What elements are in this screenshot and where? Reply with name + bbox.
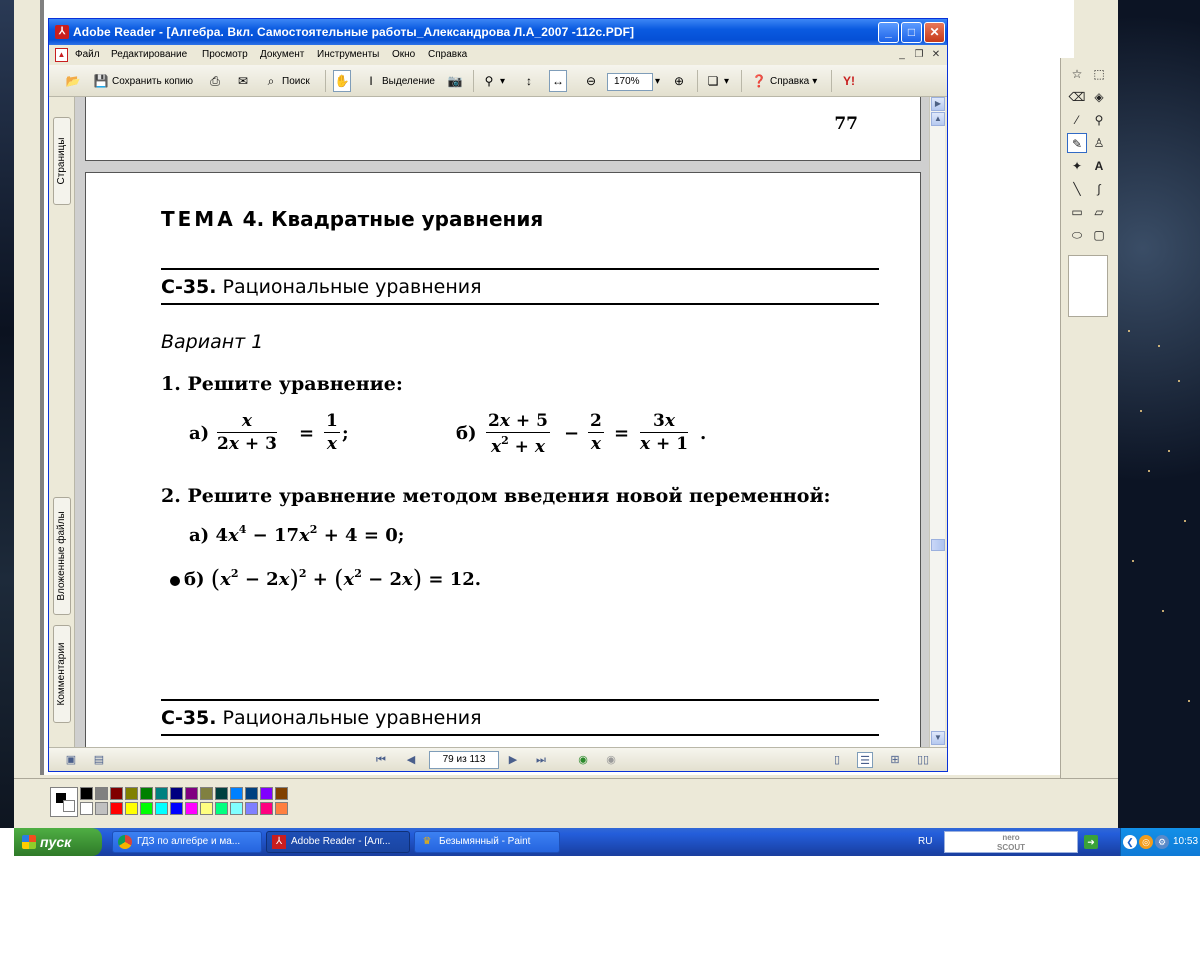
doc-close-button[interactable]: ✕ <box>931 49 941 60</box>
help-label: Справка <box>770 75 810 87</box>
eq-2b: б) $(x^2 - 2x)^2 + (x^2 - 2x) = 12$. <box>184 565 482 593</box>
color-swatch[interactable] <box>230 802 243 815</box>
color-swatch[interactable] <box>140 802 153 815</box>
color-swatch[interactable] <box>215 802 228 815</box>
vertical-scrollbar[interactable] <box>929 97 945 747</box>
page-number-field[interactable]: 79 из 113 <box>429 751 499 769</box>
menu-edit[interactable]: Редактирование <box>111 49 188 60</box>
first-page-icon[interactable]: ⏮ <box>376 754 386 766</box>
navigation-bar <box>49 747 947 771</box>
divider <box>161 734 879 736</box>
email-icon: ✉ <box>237 74 249 88</box>
next-section-heading <box>161 707 482 729</box>
section-code: С-35. <box>161 276 217 298</box>
eq-a-frac2: $\frac{1}{x}$ <box>326 411 338 454</box>
picker-icon[interactable]: ⁄ <box>1075 113 1078 127</box>
taskbar-item-paint[interactable] <box>414 831 560 853</box>
rectangle-icon[interactable]: ▭ <box>1071 205 1083 219</box>
taskbar-item-browser[interactable] <box>112 831 262 853</box>
desktop-wallpaper-left <box>0 0 14 828</box>
color-swatch[interactable] <box>95 787 108 800</box>
zoom-dropdown[interactable]: ▾ <box>655 75 661 87</box>
desktop-wallpaper-right <box>1118 0 1200 828</box>
airbrush-icon[interactable]: ✦ <box>1071 159 1083 173</box>
fit-width-button[interactable] <box>549 70 567 92</box>
section-heading <box>161 276 482 298</box>
scroll-thumb[interactable] <box>931 539 945 551</box>
clock[interactable]: 10:53 <box>1173 836 1199 847</box>
color-swatch[interactable] <box>215 787 228 800</box>
next-section-code: С-35. <box>161 707 217 729</box>
tab-comments-label: Комментарии <box>56 642 67 706</box>
next-page-icon[interactable]: ▶ <box>508 754 518 766</box>
color-swatch[interactable] <box>275 787 288 800</box>
color-swatch[interactable] <box>185 787 198 800</box>
color-swatch[interactable] <box>80 802 93 815</box>
taskbar-item-paint-label: Безымянный - Paint <box>439 836 531 847</box>
tab-attachments-label: Вложенные файлы <box>56 511 67 601</box>
yahoo-icon: Y! <box>843 74 855 88</box>
color-swatch[interactable] <box>155 802 168 815</box>
color-swatch[interactable] <box>170 787 183 800</box>
minimize-button[interactable]: _ <box>878 22 899 43</box>
eq-b-period: . <box>700 423 707 444</box>
color-swatch[interactable] <box>185 802 198 815</box>
panel-toggle-arrow-icon[interactable]: ▶ <box>931 97 945 111</box>
tab-pages[interactable] <box>53 117 71 205</box>
scroll-up-icon[interactable]: ▲ <box>931 112 945 126</box>
bullet-marker <box>170 576 180 586</box>
last-page-icon[interactable]: ⏭ <box>536 754 546 766</box>
language-indicator[interactable]: RU <box>918 836 933 847</box>
variant-label: Вариант 1 <box>161 331 264 353</box>
zoom-level-field[interactable]: 170% <box>607 73 653 91</box>
magnifier-icon: ⚲ <box>484 74 494 88</box>
theme-lead: ТЕМА <box>161 207 236 231</box>
page-layout-icon: ❏ <box>707 74 719 88</box>
select-tool-button[interactable] <box>363 70 435 92</box>
fit-width-icon: ↔ <box>552 74 564 88</box>
page-77 <box>85 97 921 161</box>
task-1: 1. Решите уравнение: <box>161 373 403 395</box>
color-swatch[interactable] <box>260 787 273 800</box>
help-button[interactable]: ❓ Справка ▾ <box>751 74 818 88</box>
divider <box>161 303 879 305</box>
taskbar-item-reader-label: Adobe Reader - [Алг... <box>291 836 391 847</box>
menu-view[interactable]: Просмотр <box>202 49 248 60</box>
help-icon: ❓ <box>751 74 767 88</box>
divider <box>161 268 879 270</box>
save-copy-label: Сохранить копию <box>112 75 194 87</box>
current-colors[interactable] <box>50 787 78 817</box>
line-icon[interactable]: ╲ <box>1073 182 1081 196</box>
email-button[interactable] <box>235 70 251 92</box>
color-swatch[interactable] <box>200 802 213 815</box>
color-swatch[interactable] <box>110 787 123 800</box>
text-icon[interactable]: A <box>1094 159 1104 173</box>
color-swatch[interactable] <box>155 787 168 800</box>
brush-icon[interactable]: ♙ <box>1093 136 1105 150</box>
curve-icon[interactable]: ∫ <box>1097 182 1101 196</box>
scout-label: SCOUT <box>997 843 1025 852</box>
taskbar-item-reader[interactable] <box>266 831 410 853</box>
plus-circle-icon: ⊕ <box>673 74 685 88</box>
rounded-rect-icon[interactable]: ▢ <box>1093 228 1105 242</box>
section-title: Рациональные уравнения <box>222 276 482 298</box>
eq-a-equals: = <box>299 423 315 444</box>
divider <box>161 699 879 701</box>
save-copy-button[interactable] <box>93 70 193 92</box>
single-page-icon[interactable]: ▯ <box>833 754 841 766</box>
menu-window[interactable]: Окно <box>392 49 416 60</box>
theme-title: 4. Квадратные уравнения <box>242 207 544 231</box>
page-layout-button[interactable]: ❏ ▾ <box>705 70 729 92</box>
tray-network-icon[interactable]: ⚙ <box>1155 835 1169 849</box>
main-toolbar <box>49 65 947 97</box>
adobe-icon: ⅄ <box>55 25 69 39</box>
color-swatch[interactable] <box>245 787 258 800</box>
eq-b-frac2: $\frac{2}{x}$ <box>590 411 602 454</box>
eq-b-frac1: $\frac{2x + 5}{x^2 + x}$ <box>488 411 548 457</box>
fill-icon[interactable]: ◈ <box>1094 90 1104 104</box>
page-thumbnail-icon[interactable]: ▣ <box>65 754 77 766</box>
pencil-icon[interactable]: ✎ <box>1067 133 1087 153</box>
doc-restore-button[interactable]: ❐ <box>914 49 924 60</box>
doc-minimize-button[interactable]: _ <box>899 49 905 60</box>
menu-tools[interactable]: Инструменты <box>317 49 380 60</box>
zoom-in-button[interactable] <box>671 70 687 92</box>
pdf-document-icon: ▲ <box>55 48 68 62</box>
fit-height-icon: ↕ <box>526 74 532 88</box>
chrome-icon <box>118 835 132 849</box>
eq-b-minus: − <box>564 423 580 444</box>
adobe-reader-window <box>48 18 948 772</box>
previous-page-icon[interactable]: ◀ <box>406 754 416 766</box>
nero-scout-search[interactable] <box>944 831 1078 853</box>
eq-a-semicolon: ; <box>342 423 349 444</box>
close-button[interactable]: ✕ <box>924 22 945 43</box>
go-arrow-icon[interactable]: ➜ <box>1084 835 1098 849</box>
snapshot-button[interactable] <box>447 70 463 92</box>
adobe-icon: ⅄ <box>272 835 286 849</box>
open-button[interactable] <box>65 70 81 92</box>
task-2: 2. Решите уравнение методом введения новой переменной: <box>161 485 831 507</box>
color-swatch[interactable] <box>125 787 138 800</box>
system-tray <box>1120 828 1200 856</box>
theme-heading <box>161 207 543 231</box>
search-button[interactable] <box>263 70 310 92</box>
ellipse-icon[interactable]: ⬭ <box>1071 228 1083 242</box>
document-view[interactable] <box>75 97 935 747</box>
taskbar-item-browser-label: ГДЗ по алгебре и ма... <box>137 836 241 847</box>
printer-icon: ⎙ <box>210 74 220 88</box>
rect-select-icon[interactable]: ⬚ <box>1093 67 1105 81</box>
eq-a-label: а) <box>189 423 210 444</box>
taskbar <box>14 828 1200 856</box>
color-swatch[interactable] <box>170 802 183 815</box>
eq-2a: а) $4x^4 - 17x^2 + 4 = 0$; <box>189 523 405 546</box>
color-swatch[interactable] <box>125 802 138 815</box>
zoom-out-button[interactable] <box>583 70 599 92</box>
page-options-icon[interactable]: ▤ <box>93 754 105 766</box>
scroll-down-icon[interactable]: ▼ <box>931 731 945 745</box>
continuous-page-icon[interactable]: ☰ <box>857 752 873 768</box>
menu-bar <box>49 45 947 65</box>
free-select-icon[interactable]: ☆ <box>1071 67 1083 81</box>
tool-options-box[interactable] <box>1068 255 1108 317</box>
page-number: 77 <box>834 114 858 134</box>
maximize-button[interactable]: □ <box>901 22 922 43</box>
eq-b-equals: = <box>614 423 630 444</box>
tab-comments[interactable] <box>53 625 71 723</box>
tray-expand-icon[interactable]: ❮ <box>1123 835 1137 849</box>
color-swatch[interactable] <box>275 802 288 815</box>
menu-file[interactable]: Файл <box>75 49 100 60</box>
eq-b-label: б) <box>456 423 477 444</box>
hand-icon: ✋ <box>334 74 350 88</box>
next-section-title: Рациональные уравнения <box>222 707 482 729</box>
menu-help[interactable]: Справка <box>428 49 468 60</box>
color-swatch[interactable] <box>260 802 273 815</box>
minus-circle-icon: ⊖ <box>585 74 597 88</box>
paint-icon: ♛ <box>422 836 432 847</box>
color-swatch[interactable] <box>245 802 258 815</box>
window-title: Adobe Reader - [Алгебра. Вкл. Самостоятельные работы_Александрова Л.А_2007 -112с.PDF] <box>73 25 635 39</box>
print-button[interactable] <box>207 70 223 92</box>
start-label: пуск <box>40 834 72 850</box>
paint-toolbox <box>1060 58 1118 778</box>
back-view-icon[interactable]: ◉ <box>578 754 588 766</box>
color-swatch[interactable] <box>140 787 153 800</box>
eraser-icon[interactable]: ⌫ <box>1068 90 1086 104</box>
color-swatch[interactable] <box>95 802 108 815</box>
zoom-in-tool-button[interactable]: ⚲ ▾ <box>481 70 505 92</box>
eq-b-frac3: $\frac{3x}{x + 1}$ <box>640 411 689 454</box>
title-bar[interactable] <box>49 19 947 45</box>
yahoo-button[interactable] <box>841 70 857 92</box>
color-swatch[interactable] <box>80 787 93 800</box>
forward-view-icon[interactable]: ◉ <box>606 754 616 766</box>
text-cursor-icon: I <box>369 74 373 88</box>
menu-document[interactable]: Документ <box>260 49 305 60</box>
folder-icon: 📂 <box>65 74 81 88</box>
search-label: Поиск <box>282 75 310 87</box>
facing-pages-icon[interactable]: ⊞ <box>890 754 900 766</box>
color-palette <box>14 778 1118 828</box>
color-swatch[interactable] <box>110 802 123 815</box>
navigation-panel <box>49 97 75 747</box>
camera-icon: 📷 <box>447 74 463 88</box>
start-button[interactable] <box>14 828 102 856</box>
tray-opera-icon[interactable]: ◎ <box>1139 835 1153 849</box>
polygon-icon[interactable]: ▱ <box>1094 205 1104 219</box>
select-label: Выделение <box>382 75 435 87</box>
windows-flag-icon <box>22 835 36 849</box>
magnifier-icon[interactable]: ⚲ <box>1094 113 1104 127</box>
tab-attachments[interactable] <box>53 497 71 615</box>
tab-pages-label: Страницы <box>56 137 67 185</box>
fit-height-button[interactable] <box>521 70 537 92</box>
binoculars-icon: ⌕ <box>267 74 275 88</box>
nero-label: nero <box>1002 833 1020 842</box>
color-swatch[interactable] <box>200 787 213 800</box>
color-swatch[interactable] <box>230 787 243 800</box>
page-78 <box>85 172 921 747</box>
hand-tool-button[interactable] <box>333 70 351 92</box>
floppy-icon: 💾 <box>93 74 109 88</box>
eq-a-frac1: $\frac{x}{2x + 3}$ <box>217 411 277 454</box>
continuous-facing-icon[interactable]: ▯▯ <box>916 754 930 766</box>
